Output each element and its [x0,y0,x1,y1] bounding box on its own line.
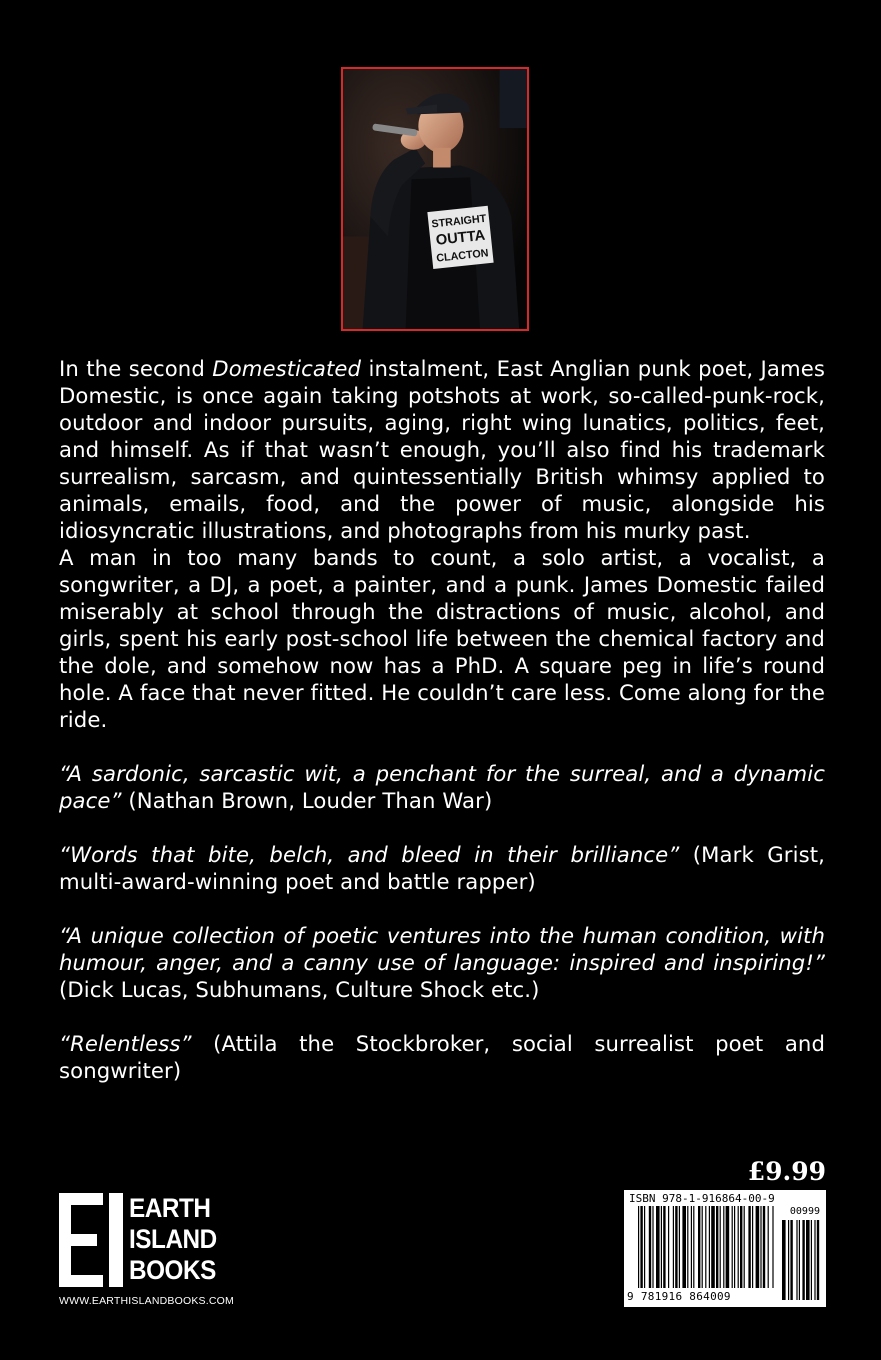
review-quote-3 [59,922,825,1003]
barcode-bar [752,1206,753,1288]
blurb-paragraph-2: A man in too many bands to count, a solo artist, a vocalist, a songwriter, a DJ, a poet, a painter, and a punk. James Domestic failed miserably at school through the distractions of music, alcohol, and girls, spent his early post-school life between the chemical factory and the dole, and somehow now has a PhD. A square peg in life’s round hole. A face that never fitted. He couldn’t care less. Come along for the ride. [59,545,825,732]
barcode-bar [649,1206,651,1288]
barcode-bar [675,1206,677,1288]
isbn-number: ISBN 978-1-916864-00-9 [629,1192,775,1205]
quote-source: (Mark Grist, multi-award-winning poet and battle rapper) [59,842,825,894]
barcode-bar [711,1206,715,1288]
performer-photo-art [343,69,527,329]
barcode-bar [698,1206,700,1288]
review-quote-2 [59,841,825,895]
barcode-bar [668,1206,669,1288]
barcode-addon-bar [814,1220,815,1300]
book-title: Domesticated [212,356,362,381]
quote-source: (Nathan Brown, Louder Than War) [121,788,493,813]
shirt-text-3: CLACTON [435,247,490,265]
barcode-addon-bar [788,1220,789,1300]
barcode-bar [656,1206,660,1288]
quote-source: (Attila the Stockbroker, social surrealist poet and songwriter) [59,1031,825,1083]
barcode-bar [644,1206,645,1288]
barcode-addon-bar [817,1220,819,1300]
barcode-bar [687,1206,688,1288]
publisher-line-2: ISLAND [129,1224,217,1254]
barcode-bar [744,1206,745,1288]
publisher-name [129,1193,217,1286]
p1-prefix: In the second [59,356,213,381]
barcode-bar [673,1206,674,1288]
barcode-bar [760,1206,761,1288]
publisher-line-1: EARTH [129,1193,211,1223]
quote-source: (Dick Lucas, Subhumans, Culture Shock etc.) [59,977,540,1002]
isbn-barcode [624,1190,826,1307]
barcode-bar [732,1206,733,1288]
barcode-addon-bar [782,1220,786,1300]
barcode-addon-bar [811,1220,812,1300]
barcode-bar [682,1206,686,1288]
barcode-bar [702,1206,703,1288]
barcode-bar [756,1206,760,1288]
barcode-bar [768,1206,769,1288]
barcode-bar [720,1206,721,1288]
p1-rest: instalment, East Anglian punk poet, James Domestic, is once again taking potshots at work, so-called-punk-rock, outdoor and indoor pursuits, aging, right wing lunatics, politics, feet, and himself. As if that wasn’t enough, you’ll also find his trademark surrealism, sarcasm, and quintessentially British whimsy applied to animals, emails, food, and the power of music, alongside his idiosyncratic illustrations, and photographs from his murky past. [59,356,825,543]
quote-text: “A unique collection of poetic ventures into the human condition, with humour, anger, and a canny use of language: inspired and inspiring!” [59,923,825,975]
barcode-bar [691,1206,692,1288]
barcode-bar [693,1206,694,1288]
barcode-bar [652,1206,653,1288]
barcode-bar [734,1206,735,1288]
barcode-bar [640,1206,642,1288]
ei-logo-mark [59,1193,125,1287]
barcode-bar [661,1206,662,1288]
barcode-bar [738,1206,739,1288]
barcode-bar [705,1206,706,1288]
barcode-addon-number: 00999 [789,1206,820,1217]
shirt-text-2: OUTTA [435,227,487,249]
quote-text: “A sardonic, sarcastic wit, a penchant for the surreal, and a dynamic pace” [59,761,825,813]
barcode-bar [709,1206,710,1288]
publisher-logo [59,1193,259,1293]
barcode-bar [716,1206,718,1288]
barcode-bar [679,1206,680,1288]
shirt-text-1: STRAIGHT [430,212,487,231]
barcode-addon-bar [796,1220,797,1300]
back-cover-blurb [59,355,825,1084]
review-quote-1 [59,760,825,814]
barcode-bar [772,1206,773,1288]
barcode-bar [638,1206,639,1288]
barcode-bar [723,1206,724,1288]
price-label: £9.99 [747,1157,826,1186]
publisher-line-3: BOOKS [129,1255,216,1285]
barcode-addon-bar [790,1220,792,1300]
quote-text: “Relentless” [59,1031,192,1056]
barcode-bar [763,1206,765,1288]
barcode-bar [740,1206,742,1288]
author-photo [341,67,529,331]
barcode-bar [748,1206,750,1288]
publisher-url: WWW.EARTHISLANDBOOKS.COM [59,1295,234,1307]
ean-number: 9 781916 864009 [627,1290,731,1303]
barcode-addon-bar [806,1220,810,1300]
barcode-addon-bar [799,1220,800,1300]
blurb-paragraph-1 [59,355,825,544]
barcode-bar [663,1206,665,1288]
barcode-bar [726,1206,730,1288]
barcode-addon-bar [802,1220,804,1300]
review-quote-4 [59,1030,825,1084]
quote-text: “Words that bite, belch, and bleed in their brilliance” [59,842,680,867]
